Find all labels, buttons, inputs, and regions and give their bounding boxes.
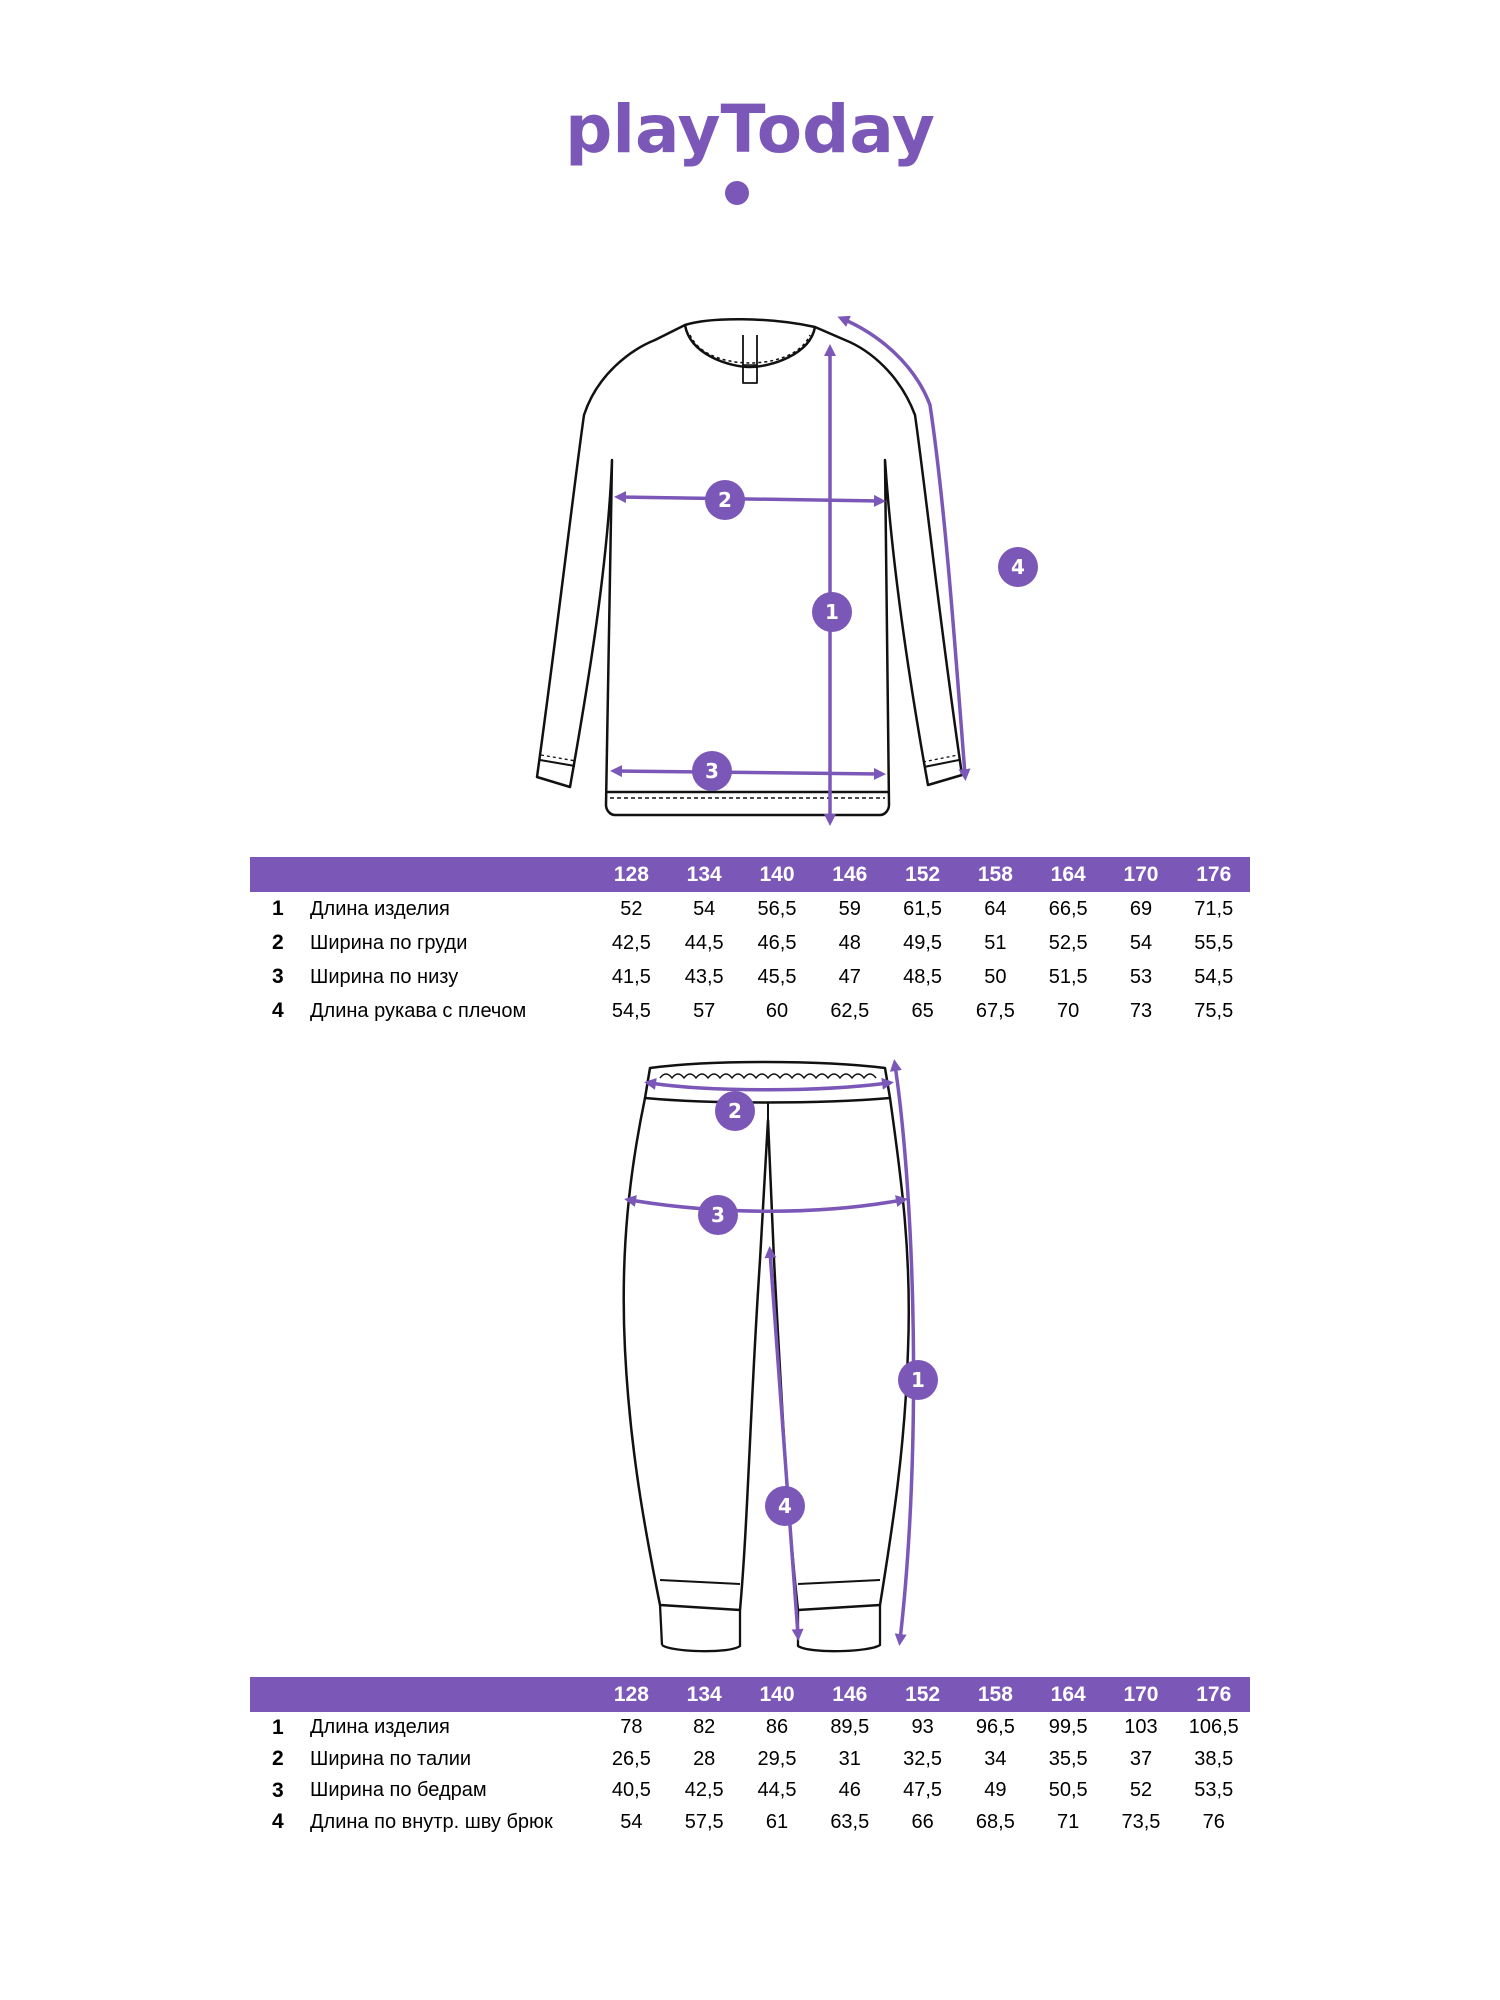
- measure-cell: 43,5: [684, 965, 724, 988]
- size-header-cell: 170: [1123, 1682, 1159, 1706]
- measure-cell: 106,5: [1188, 1716, 1239, 1739]
- size-header-cell: 134: [686, 1682, 722, 1706]
- table-row: [250, 994, 1250, 1028]
- measure-cell: 60: [765, 999, 789, 1022]
- measure-cell: 47,5: [903, 1779, 943, 1802]
- trousers-drawing: [600, 1050, 940, 1670]
- top-size-table: [250, 857, 1250, 1028]
- table-row: [250, 1744, 1250, 1776]
- measure-cell: 48: [838, 931, 861, 954]
- pants-marker-3-label: 3: [711, 1203, 725, 1227]
- measure-cell: 71,5: [1194, 897, 1234, 920]
- table-row: [250, 1807, 1250, 1839]
- measure-cell: 48,5: [903, 965, 943, 988]
- measure-cell: 73: [1129, 999, 1153, 1022]
- measure-cell: 45,5: [757, 965, 797, 988]
- measure-cell: 37: [1129, 1747, 1153, 1770]
- measure-cell: 53: [1129, 965, 1153, 988]
- marker-1-badge: [812, 592, 852, 632]
- top-size-header: [250, 857, 1250, 892]
- measure-cell: 86: [765, 1716, 789, 1739]
- measure-cell: 68,5: [975, 1810, 1015, 1833]
- measure-cell: 52: [1129, 1779, 1153, 1802]
- table-row: [250, 960, 1250, 994]
- brand-logo: [0, 90, 1500, 220]
- size-header-cell: 146: [832, 1682, 868, 1706]
- measure-cell: 47: [838, 965, 861, 988]
- measure-cell: 54: [620, 1810, 643, 1833]
- measure-cell: 66: [911, 1810, 934, 1833]
- pants-marker-2-label: 2: [728, 1099, 742, 1123]
- marker-2-badge: [705, 480, 745, 520]
- measure-cell: 42,5: [611, 931, 651, 954]
- size-header-cell: 128: [613, 1682, 649, 1706]
- size-header-cell: 128: [613, 862, 649, 886]
- measure-cell: 82: [693, 1716, 716, 1739]
- table-row: [250, 1712, 1250, 1744]
- measure-cell: 54,5: [1194, 965, 1234, 988]
- measure-cell: 69: [1129, 897, 1153, 920]
- size-header-cell: 140: [759, 1682, 795, 1706]
- size-header-cell: 140: [759, 862, 795, 886]
- marker-3-badge: [692, 751, 732, 791]
- measure-cell: 26,5: [611, 1747, 651, 1770]
- measure-cell: 61,5: [903, 897, 943, 920]
- row-label: Ширина по груди: [310, 931, 468, 954]
- row-label: Длина изделия: [310, 897, 450, 920]
- pants-marker-4-badge: [765, 1486, 805, 1526]
- measure-cell: 63,5: [830, 1810, 870, 1833]
- measure-cell: 46,5: [757, 931, 797, 954]
- row-number: 2: [272, 1747, 284, 1771]
- measure-cell: 76: [1202, 1810, 1225, 1833]
- measure-cell: 93: [911, 1716, 934, 1739]
- measure-cell: 50,5: [1048, 1779, 1088, 1802]
- measure-cell: 64: [984, 897, 1007, 920]
- measure-cell: 51,5: [1048, 965, 1088, 988]
- size-header-cell: 164: [1050, 862, 1086, 886]
- row-label: Ширина по бедрам: [310, 1779, 487, 1802]
- row-label: Длина по внутр. шву брюк: [310, 1810, 553, 1833]
- measure-cell: 40,5: [611, 1779, 651, 1802]
- row-label: Длина рукава с плечом: [310, 999, 527, 1022]
- svg-text:playToday: playToday: [565, 91, 935, 168]
- sweatshirt-drawing: [440, 305, 1100, 835]
- measure-cell: 57: [693, 999, 716, 1022]
- row-number: 1: [272, 1715, 284, 1739]
- bottom-size-header: [250, 1677, 1250, 1712]
- pants-marker-1-label: 1: [911, 1368, 925, 1392]
- row-number: 1: [272, 897, 284, 920]
- row-label: Ширина по низу: [310, 965, 459, 988]
- row-number: 3: [272, 1778, 284, 1802]
- measure-cell: 61: [765, 1810, 789, 1833]
- marker-2-label: 2: [718, 488, 732, 512]
- size-header-cell: 152: [905, 862, 941, 886]
- table-row: [250, 1775, 1250, 1807]
- measure-cell: 66,5: [1048, 897, 1088, 920]
- bottom-size-table: [250, 1677, 1250, 1838]
- measure-cell: 50: [984, 965, 1007, 988]
- row-label: Ширина по талии: [310, 1747, 472, 1770]
- measure-cell: 57,5: [684, 1810, 724, 1833]
- pants-marker-3-badge: [698, 1195, 738, 1235]
- row-number: 4: [272, 1810, 284, 1834]
- pants-marker-1-badge: [898, 1360, 938, 1400]
- measure-cell: 89,5: [830, 1716, 870, 1739]
- measure-cell: 35,5: [1048, 1747, 1088, 1770]
- measure-cell: 44,5: [684, 931, 724, 954]
- size-header-cell: 146: [832, 862, 868, 886]
- measure-cell: 103: [1124, 1716, 1158, 1739]
- measure-cell: 54: [1129, 931, 1153, 954]
- measure-cell: 38,5: [1194, 1747, 1234, 1770]
- row-number: 3: [272, 965, 284, 988]
- measure-cell: 78: [620, 1716, 643, 1739]
- measure-cell: 52: [620, 897, 643, 920]
- measure-cell: 31: [838, 1747, 861, 1770]
- size-header-cell: 134: [686, 862, 722, 886]
- measure-cell: 67,5: [975, 999, 1015, 1022]
- measure-cell: 49: [984, 1779, 1007, 1802]
- pants-marker-4-label: 4: [778, 1494, 792, 1518]
- measure-cell: 70: [1057, 999, 1080, 1022]
- measure-cell: 41,5: [611, 965, 651, 988]
- measure-cell: 73,5: [1121, 1810, 1161, 1833]
- row-label: Длина изделия: [310, 1716, 450, 1739]
- measure-cell: 29,5: [757, 1747, 797, 1770]
- measure-cell: 56,5: [757, 897, 797, 920]
- row-number: 4: [272, 999, 284, 1022]
- measure-cell: 52,5: [1048, 931, 1088, 954]
- size-header-cell: 152: [905, 1682, 941, 1706]
- measure-cell: 54: [693, 897, 716, 920]
- measure-cell: 53,5: [1194, 1779, 1234, 1802]
- measure-cell: 42,5: [684, 1779, 724, 1802]
- table-row: [250, 926, 1250, 960]
- marker-1-label: 1: [825, 600, 839, 624]
- row-number: 2: [272, 931, 284, 954]
- size-header-cell: 170: [1123, 862, 1159, 886]
- measure-cell: 34: [984, 1747, 1007, 1770]
- size-header-cell: 158: [977, 1682, 1013, 1706]
- pants-marker-2-badge: [715, 1091, 755, 1131]
- measure-cell: 65: [911, 999, 934, 1022]
- measure-cell: 49,5: [903, 931, 943, 954]
- marker-4-badge: [998, 547, 1038, 587]
- marker-4-label: 4: [1011, 555, 1025, 579]
- measure-cell: 71: [1057, 1810, 1080, 1833]
- measure-cell: 75,5: [1194, 999, 1234, 1022]
- size-header-cell: 158: [977, 862, 1013, 886]
- marker-3-label: 3: [705, 759, 719, 783]
- measure-cell: 54,5: [611, 999, 651, 1022]
- measure-cell: 55,5: [1194, 931, 1234, 954]
- size-header-cell: 176: [1196, 862, 1232, 886]
- measure-cell: 59: [838, 897, 861, 920]
- table-row: [250, 892, 1250, 926]
- measure-cell: 62,5: [830, 999, 870, 1022]
- size-header-cell: 176: [1196, 1682, 1232, 1706]
- measure-cell: 99,5: [1048, 1716, 1088, 1739]
- measure-cell: 32,5: [903, 1747, 943, 1770]
- measure-cell: 51: [984, 931, 1007, 954]
- size-header-cell: 164: [1050, 1682, 1086, 1706]
- measure-cell: 46: [838, 1779, 861, 1802]
- measure-cell: 44,5: [757, 1779, 797, 1802]
- measure-cell: 28: [693, 1747, 716, 1770]
- measure-cell: 96,5: [975, 1716, 1015, 1739]
